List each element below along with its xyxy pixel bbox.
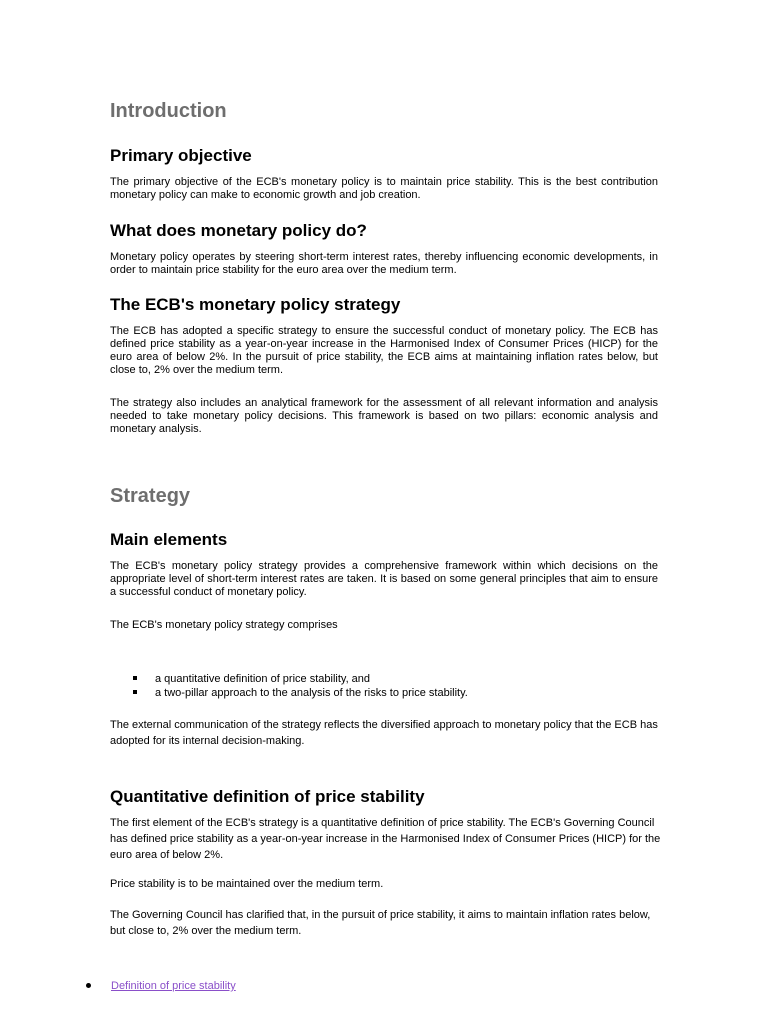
paragraph-main-elements-1: The ECB's monetary policy strategy provides a comprehensive framework within which decisions on the appropriate level of short-term interest rates are taken. It is based on some general principles that aim to ensure a successful conduct of monetary policy. [110,560,658,598]
paragraph-strategy-2: The strategy also includes an analytical framework for the assessment of all relevant information and analysis needed to take monetary policy decisions. This framework is based on two pillars: economic analysis and monetary analysis. [110,397,658,435]
round-bullet-icon [86,983,91,988]
square-bullet-icon [133,676,137,680]
subheading-quantitative-definition: Quantitative definition of price stability [110,787,425,806]
paragraph-what-does-monetary-policy-do: Monetary policy operates by steering short-term interest rates, thereby influencing economic developments, in order to maintain price stability for the euro area over the medium term. [110,251,658,276]
paragraph-main-elements-3: The external communication of the strategy reflects the diversified approach to monetary policy that the ECB has adopted for its internal decision-making. [110,719,658,747]
strategy-bullet-list [110,672,658,700]
paragraph-primary-objective: The primary objective of the ECB's monetary policy is to maintain price stability. This is the best contribution monetary policy can make to economic growth and job creation. [110,176,658,201]
paragraph-quantitative-2: Price stability is to be maintained over the medium term. [110,878,384,890]
subheading-primary-objective: Primary objective [110,146,252,165]
list-item [110,686,658,700]
subheading-what-does-monetary-policy-do: What does monetary policy do? [110,221,367,240]
square-bullet-icon [133,690,137,694]
subheading-ecb-monetary-policy-strategy: The ECB's monetary policy strategy [110,295,401,314]
list-item-text: a quantitative definition of price stability, and [155,673,371,685]
subheading-main-elements: Main elements [110,530,228,549]
section-heading-strategy: Strategy [110,485,191,507]
paragraph-main-elements-2: The ECB's monetary policy strategy comprises [110,619,338,631]
definition-of-price-stability-link[interactable]: Definition of price stability [111,980,236,992]
list-item [110,672,658,686]
paragraph-strategy-1: The ECB has adopted a specific strategy to ensure the successful conduct of monetary policy. The ECB has defined price stability as a year-on-year increase in the Harmonised Index of Consumer Prices (HICP) for the euro area of below 2%. In the pursuit of price stability, the ECB aims at maintaining inflation rates below, but close to, 2% over the medium term. [110,325,658,376]
paragraph-quantitative-3: The Governing Council has clarified that, in the pursuit of price stability, it aims to maintain inflation rates below, but close to, 2% over the medium term. [110,909,651,937]
section-heading-introduction: Introduction [110,100,227,122]
list-item-text: a two-pillar approach to the analysis of the risks to price stability. [155,687,468,699]
link-list-item [86,979,236,993]
paragraph-quantitative-1: The first element of the ECB's strategy is a quantitative definition of price stability. The ECB's Governing Council has defined price stability as a year-on-year increase in the Harmonised Index of Consumer Prices (HICP) for the euro area of below 2%. [110,817,661,861]
